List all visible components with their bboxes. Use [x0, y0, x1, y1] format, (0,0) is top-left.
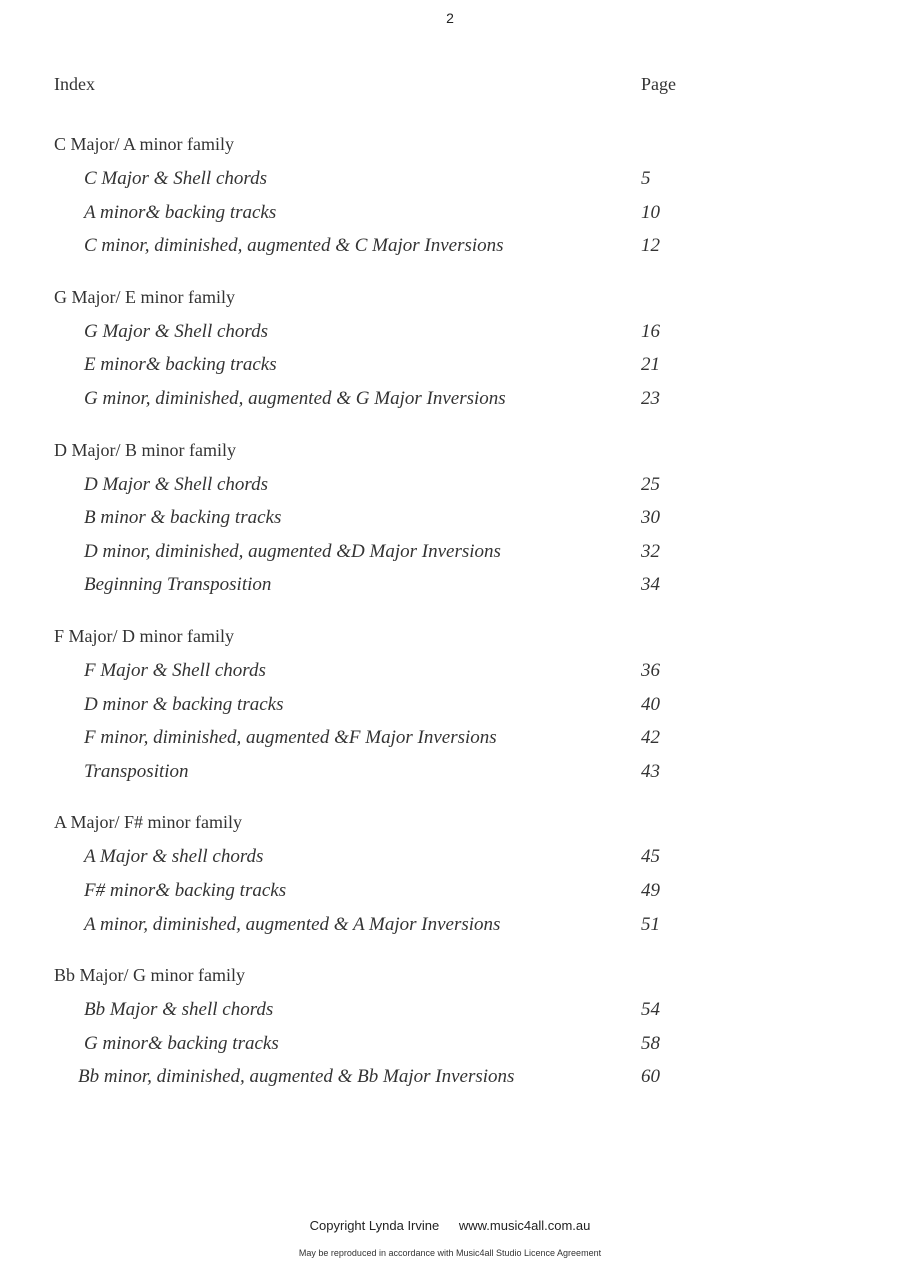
entry-page-number: 36: [641, 659, 660, 681]
entry-title: G minor, diminished, augmented & G Major Inversions: [84, 387, 506, 409]
section-title: F Major/ D minor family: [54, 625, 234, 646]
entry-page-number: 34: [641, 574, 660, 596]
index-entry: [0, 874, 900, 908]
entry-title: F minor, diminished, augmented &F Major Inversions: [84, 727, 497, 749]
page-column-heading: Page: [641, 74, 676, 94]
index-section: [0, 132, 900, 263]
index-section: [0, 624, 900, 788]
entry-title: D minor, diminished, augmented &D Major Inversions: [84, 540, 501, 562]
entry-title: F Major & Shell chords: [84, 659, 266, 681]
entry-page-number: 25: [641, 473, 660, 495]
entry-title: C minor, diminished, augmented & C Major Inversions: [84, 235, 504, 257]
entry-title: C Major & Shell chords: [84, 168, 267, 189]
entry-page-number: 60: [641, 1066, 660, 1088]
entry-page-number: 23: [641, 387, 660, 409]
index-section: [0, 810, 900, 941]
index-entry: [0, 568, 900, 602]
entry-title: A Major & shell chords: [84, 846, 264, 868]
index-entry: [0, 688, 900, 722]
entry-title: G minor& backing tracks: [84, 1032, 279, 1054]
copyright-text: Copyright Lynda Irvine: [309, 1218, 440, 1233]
footer: [0, 1218, 900, 1233]
entry-page-number: 49: [641, 879, 660, 901]
section-title: A Major/ F# minor family: [54, 812, 242, 833]
index-section: [0, 963, 900, 1094]
entry-page-number: 5: [641, 168, 651, 189]
index-entry: [0, 382, 900, 416]
entry-page-number: 43: [641, 760, 660, 782]
index-entry: [0, 721, 900, 755]
entry-title: G Major & Shell chords: [84, 320, 269, 342]
entry-title: E minor& backing tracks: [84, 354, 277, 376]
entry-title: F# minor& backing tracks: [84, 879, 287, 901]
entry-title: A minor& backing tracks: [84, 201, 277, 223]
entry-page-number: 40: [641, 693, 660, 715]
index-entry: [0, 348, 900, 382]
entry-page-number: 10: [641, 201, 660, 223]
license-note: May be reproduced in accordance with Music4all Studio Licence Agreement: [298, 1248, 602, 1258]
index-entry: [0, 535, 900, 569]
index-entry: [0, 654, 900, 688]
entry-title: A minor, diminished, augmented & A Major Inversions: [84, 913, 501, 935]
entry-title: B minor & backing tracks: [84, 507, 282, 529]
index-entry: [0, 993, 900, 1027]
index-entry: [0, 162, 900, 196]
index-entry: [0, 1027, 900, 1061]
section-title: Bb Major/ G minor family: [54, 965, 245, 986]
index-entry: [0, 840, 900, 874]
entry-page-number: 51: [641, 913, 660, 935]
entry-title: Bb Major & shell chords: [84, 999, 274, 1021]
entry-page-number: 32: [641, 540, 660, 562]
index-entry: [0, 315, 900, 349]
index-entry: [0, 196, 900, 230]
section-title: C Major/ A minor family: [54, 134, 234, 154]
entry-title: Transposition: [84, 760, 189, 782]
website-link[interactable]: www.music4all.com.au: [458, 1218, 591, 1233]
entry-page-number: 12: [641, 235, 660, 257]
index-entry: [0, 468, 900, 502]
index-entry: [0, 908, 900, 942]
index-heading: Index: [54, 74, 95, 94]
entry-title: Bb minor, diminished, augmented & Bb Major Inversions: [78, 1066, 515, 1088]
section-title: G Major/ E minor family: [54, 286, 235, 307]
entry-title: Beginning Transposition: [84, 574, 272, 596]
entry-page-number: 45: [641, 846, 660, 868]
index-entry: [0, 229, 900, 263]
page-number: 2: [446, 10, 454, 26]
index-sections: [0, 132, 900, 1116]
entry-page-number: 58: [641, 1032, 660, 1054]
index-entry: [0, 755, 900, 789]
index-entry: [0, 1060, 900, 1094]
entry-title: D minor & backing tracks: [84, 693, 284, 715]
index-entry: [0, 501, 900, 535]
entry-page-number: 54: [641, 999, 660, 1021]
entry-page-number: 30: [641, 507, 660, 529]
entry-page-number: 16: [641, 320, 660, 342]
entry-title: D Major & Shell chords: [84, 473, 269, 495]
entry-page-number: 21: [641, 354, 660, 376]
section-title: D Major/ B minor family: [54, 439, 236, 460]
entry-page-number: 42: [641, 727, 660, 749]
index-section: [0, 285, 900, 416]
index-section: [0, 438, 900, 602]
